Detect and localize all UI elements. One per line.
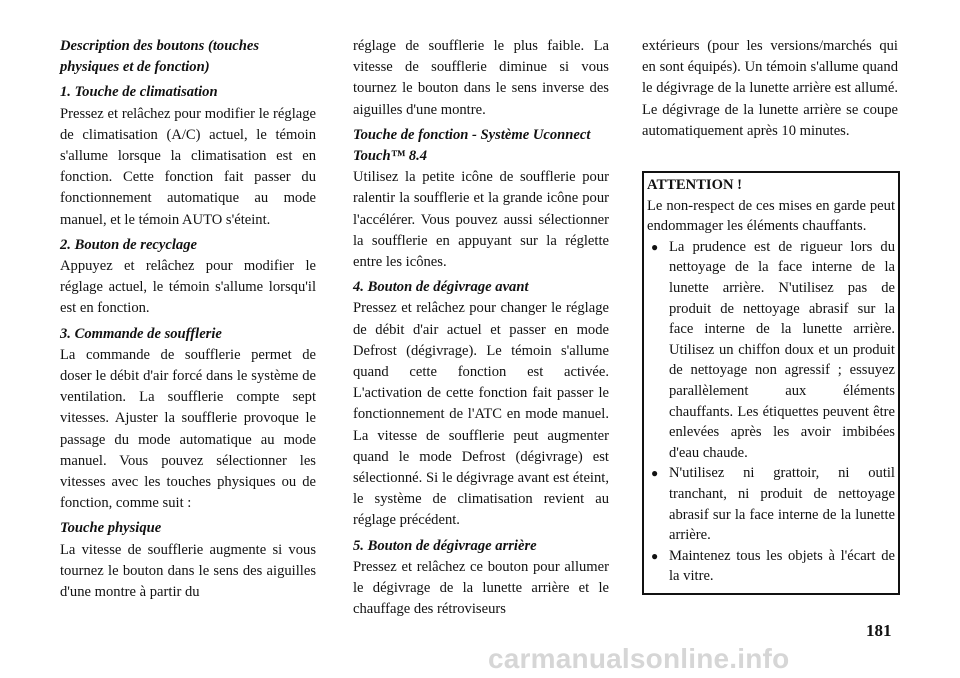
warning-list [647,237,895,587]
bullet-icon: ● [651,466,659,481]
section-title-front-defrost: 4. Bouton de dégivrage avant [353,279,529,296]
section-text-ac: Pressez et relâchez pour modifier le réglage de climatisation (A/C) actuel, le témoin s'allume lorsque la climatisation est en fonction. Cette fonction fait passer du fonctionnement automatique au mode manuel, et le témoin AUTO s'éteint. [60,105,316,228]
section-text-soft-key: Utilisez la petite icône de soufflerie pour ralentir la soufflerie et la grande icône pour l'accélérer. Vous pouvez aussi sélectionner la soufflerie en appuyant sur la réglette entre les icônes. [353,169,609,271]
section-title-blower: 3. Commande de soufflerie [60,325,222,342]
warning-item-text: N'utilisez ni grattoir, ni outil tranchant, ni produit de nettoyage abrasif sur la face interne de la lunette arrière. [669,465,895,544]
warning-item [647,237,895,464]
bullet-icon: ● [651,548,659,563]
column-3 [642,36,898,146]
section-text-hard-key: La vitesse de soufflerie augmente si vous tournez le bouton dans le sens des aiguilles d'une montre à partir du [60,541,316,601]
warning-box [642,171,900,595]
section-title-hard-key: Touche physique [60,520,162,537]
section-text-blower: La commande de soufflerie permet de doser le débit d'air forcé dans le système de ventilation. La soufflerie compte sept vitesses. Ajuster la soufflerie provoque le passage du mode automatique au mode manuel. Vous pouvez sélectionner les vitesses avec les touches physiques ou de fonction, comme suit : [60,346,316,512]
section-title-soft-key: Touche de fonction - Système Uconnect Touch™ 8.4 [353,126,591,165]
section-text-recirc: Appuyez et relâchez pour modifier le réglage actuel, le témoin s'allume lorsqu'il est en fonction. [60,258,316,317]
section-text-rear-defrost: Pressez et relâchez ce bouton pour allumer le dégivrage de la lunette arrière et le chauffage des rétroviseurs [353,558,609,618]
warning-item-text: Maintenez tous les objets à l'écart de la vitre. [669,547,895,585]
warning-item [647,463,895,545]
column-1 [60,36,316,607]
warning-title: ATTENTION ! [647,177,743,193]
warning-item [647,546,895,587]
warning-item-text: La prudence est de rigueur lors du nettoyage de la face interne de la lunette arrière. N'utilisez pas de produit de nettoyage abrasif sur la face interne de la lunette arrière. Utilisez un chiffon doux et un produit de nettoyage non agressif ; essuyez parallèlement aux éléments chauffants. Les étiquettes peuvent être enlevées après les avoir imbibées d'eau chaude. [669,238,895,461]
section-text-front-defrost: Pressez et relâchez pour changer le réglage de débit d'air actuel et passer en mode Defrost (dégivrage). Le témoin s'allume quand cette fonction est activée. L'activation de cette fonction fait passer le fonctionnement de l'ATC en mode manuel. La vitesse de soufflerie peut augmenter quand le mode Defrost (dégivrage) est sélectionné. Si le dégivrage avant est éteint, le système de climatisation revient au réglage précédent. [353,300,609,529]
section-title-recirc: 2. Bouton de recyclage [60,236,197,253]
section-text-rear-defrost-continued: extérieurs (pour les versions/marchés qui en sont équipés). Un témoin s'allume quand le dégivrage de la lunette arrière est allumé. Le dégivrage de la lunette arrière se coupe automatiquement après 10 minutes. [642,38,898,139]
section-text-continued: réglage de soufflerie le plus faible. La vitesse de soufflerie diminue si vous tournez le bouton dans le sens inverse des aiguilles d'une montre. [353,38,609,118]
section-title-ac: 1. Touche de climatisation [60,84,218,101]
section-title-rear-defrost: 5. Bouton de dégivrage arrière [353,537,537,554]
warning-intro: Le non-respect de ces mises en garde peut endommager les éléments chauffants. [647,197,895,235]
column-2 [353,36,609,624]
section-heading: Description des boutons (touches physiques et de fonction) [60,38,260,76]
watermark-text: carmanualsonline.info [488,643,790,674]
page-number: 181 [866,621,892,640]
bullet-icon: ● [651,239,659,254]
